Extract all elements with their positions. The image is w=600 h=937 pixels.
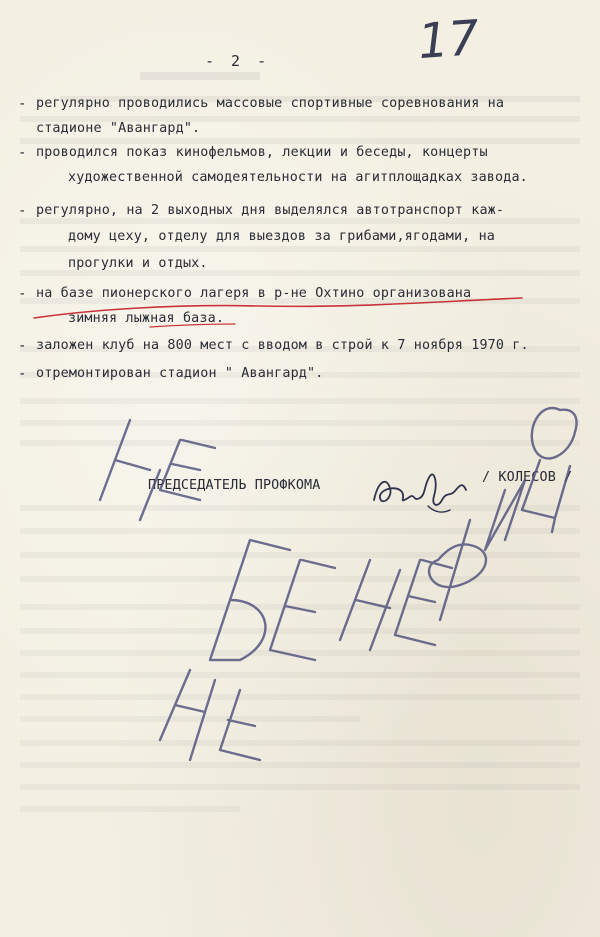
item-1-line-1: регулярно проводились массовые спортивные соревнования на — [36, 96, 505, 111]
item-2-line-1: проводился показ кинофельмов, лекции и беседы, концерты — [36, 145, 488, 160]
bullet-dash: - — [18, 286, 27, 302]
handwritten-signature — [368, 462, 478, 522]
bullet-dash: - — [18, 203, 27, 219]
item-3-line-2: дому цеху, отделу для выездов за грибами,ягодами, на — [68, 229, 496, 244]
bullet-dash: - — [18, 145, 27, 161]
item-4-line-1: на базе пионерского лагеря в р-не Охтино организована — [36, 286, 472, 301]
folio-number: 17 — [416, 9, 481, 71]
bullet-dash: - — [18, 96, 27, 112]
signature-title: ПРЕДСЕДАТЕЛЬ ПРОФКОМА — [148, 478, 321, 493]
item-1-line-2: стадионе "Авангард". — [36, 121, 201, 136]
red-underline-mark — [30, 296, 530, 330]
bullet-dash: - — [18, 338, 27, 354]
item-3-line-1: регулярно, на 2 выходных дня выделялся автотранспорт каж- — [36, 203, 505, 218]
item-2-line-2: художественной самодеятельности на агитплощадках завода. — [68, 170, 528, 185]
page-number: - 2 - — [205, 52, 271, 70]
bullet-dash: - — [18, 366, 27, 382]
item-5-line-1: заложен клуб на 800 мест с вводом в строй к 7 ноября 1970 г. — [36, 338, 529, 353]
item-6-line-1: отремонтирован стадион " Авангард". — [36, 366, 324, 381]
signatory-name: / КОЛЕСОВ / — [482, 470, 573, 485]
item-3-line-3: прогулки и отдых. — [68, 256, 208, 271]
diagonal-stamp-mark — [40, 360, 600, 820]
item-4-line-2: зимняя лыжная база. — [68, 311, 225, 326]
